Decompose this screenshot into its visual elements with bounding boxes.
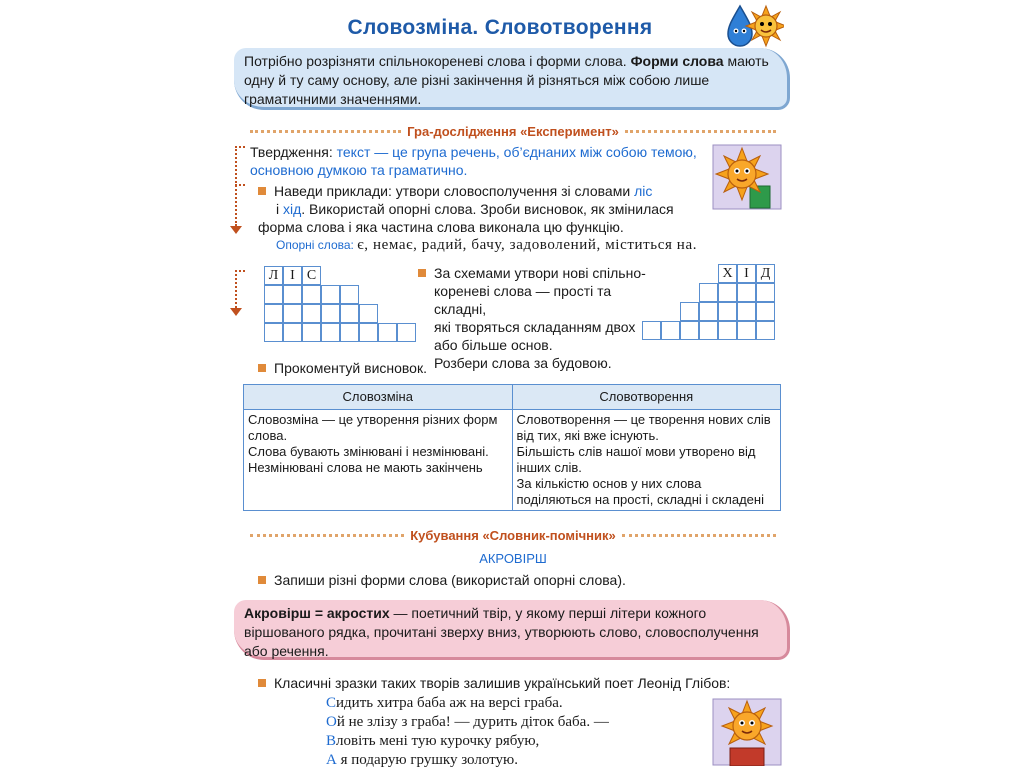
task-examples bbox=[258, 182, 708, 236]
poem-line bbox=[326, 732, 609, 751]
task-forms-text: Запиши різні форми слова (використай опорні слова). bbox=[274, 572, 626, 588]
definition-box bbox=[234, 600, 790, 660]
task-schemes-line-2: кореневі слова — прості та складні, bbox=[434, 283, 612, 317]
grid-cell: І bbox=[283, 266, 302, 285]
grid-cell bbox=[359, 323, 378, 342]
task-examples-text-3: . Використай опорні слова. Зроби висновок, як змінилася форма слова і яка частина слова виконала цю функцію. bbox=[258, 201, 674, 235]
grid-cell bbox=[661, 321, 680, 340]
section-experiment-heading bbox=[244, 122, 782, 140]
reference-words-list: є, немає, радий, бачу, задоволений, міститься на. bbox=[357, 237, 698, 253]
poem-line bbox=[326, 751, 609, 768]
grid-cell: Д bbox=[756, 264, 775, 283]
table-cell-text: Слова бувають змінювані і незмінювані. bbox=[248, 444, 489, 459]
grid-cell bbox=[718, 321, 737, 340]
acrostic-poem bbox=[326, 694, 609, 768]
table-cell-text: Словотворення — це творення нових слів від тих, які вже існують. bbox=[516, 412, 771, 443]
grid-cell bbox=[302, 304, 321, 323]
grid-cell bbox=[340, 304, 359, 323]
grid-cell bbox=[264, 304, 283, 323]
poem-line-text: я подарую грушку золотую. bbox=[336, 752, 518, 768]
section-experiment-title: Гра-дослідження «Експеримент» bbox=[407, 123, 619, 139]
grid-cell bbox=[378, 323, 397, 342]
task-schemes-line-5: Розбери слова за будовою. bbox=[434, 355, 612, 371]
poem-line-text: ловіть мені тую курочку рябую, bbox=[336, 733, 540, 749]
grid-cell bbox=[283, 323, 302, 342]
definition-text: — поетичний твір, у якому перші літери кожного віршованого рядка, прочитані зверху вниз, утворюють слово, словосполучення або речення. bbox=[244, 605, 759, 659]
table-header: Словотворення bbox=[512, 385, 781, 410]
sun-mascot-reading-icon bbox=[712, 698, 782, 766]
word-scheme-grid-right bbox=[642, 264, 782, 344]
task-comment-text: Прокоментуй висновок. bbox=[274, 360, 427, 376]
grid-cell bbox=[737, 283, 756, 302]
grid-cell bbox=[302, 285, 321, 304]
task-schemes-line-3: які творяться складанням двох bbox=[434, 319, 636, 335]
mascot-drop-sun-icon bbox=[722, 2, 784, 48]
intro-bold: Форми слова bbox=[630, 53, 724, 69]
grid-cell bbox=[737, 321, 756, 340]
grid-cell: Л bbox=[264, 266, 283, 285]
poem-line-text: идить хитра баба аж на версі граба. bbox=[336, 695, 563, 711]
grid-cell bbox=[321, 323, 340, 342]
grid-cell bbox=[699, 302, 718, 321]
grid-cell: І bbox=[737, 264, 756, 283]
section-dictionary-title: Кубування «Словник-помічник» bbox=[410, 527, 616, 543]
grid-cell bbox=[340, 323, 359, 342]
grid-cell bbox=[359, 304, 378, 323]
grid-cell bbox=[283, 285, 302, 304]
intro-text-1: Потрібно розрізняти спільнокореневі слова і форми слова. bbox=[244, 53, 631, 69]
table-cell-text: За кількістю основ у них слова поділяються на прості, складні і складені bbox=[516, 476, 764, 507]
comparison-table bbox=[243, 384, 781, 511]
poem-line-text: й не злізу з граба! — дурить діток баба. — bbox=[336, 714, 609, 730]
acrostic-label: АКРОВІРШ bbox=[479, 551, 547, 566]
table-row bbox=[244, 410, 781, 511]
grid-cell bbox=[699, 321, 718, 340]
table-header-row bbox=[244, 385, 781, 410]
table-cell bbox=[244, 410, 513, 511]
grid-cell bbox=[680, 302, 699, 321]
grid-cell bbox=[756, 321, 775, 340]
task-examples-text-2: і bbox=[276, 201, 283, 217]
poem-line bbox=[326, 713, 609, 732]
intro-rule-box bbox=[234, 48, 790, 110]
task-classic bbox=[258, 674, 730, 692]
grid-cell bbox=[264, 323, 283, 342]
grid-cell bbox=[756, 302, 775, 321]
poem-first-letter: О bbox=[326, 714, 337, 730]
bullet-icon bbox=[258, 679, 266, 687]
table-cell-text: Більшість слів нашої мови утворено від інших слів. bbox=[516, 444, 756, 475]
bullet-icon bbox=[258, 187, 266, 195]
sun-mascot-picture-icon bbox=[712, 144, 782, 210]
definition-term: Акровірш = акростих bbox=[244, 605, 390, 621]
statement-label: Твердження: bbox=[250, 144, 337, 160]
grid-cell bbox=[397, 323, 416, 342]
grid-cell bbox=[321, 304, 340, 323]
bullet-icon bbox=[258, 576, 266, 584]
grid-cell bbox=[756, 283, 775, 302]
table-header: Словозміна bbox=[244, 385, 513, 410]
task-schemes-line-4: або більше основ. bbox=[434, 337, 553, 353]
word-khid: хід bbox=[283, 201, 302, 217]
poem-first-letter: С bbox=[326, 695, 337, 711]
statement-text: текст — це група речень, об’єднаних між собою темою, основною думкою та граматично. bbox=[250, 144, 697, 178]
grid-cell bbox=[718, 302, 737, 321]
page-title: Словозміна. Словотворення bbox=[347, 16, 653, 39]
grid-cell bbox=[264, 285, 283, 304]
grid-cell bbox=[718, 283, 737, 302]
grid-cell bbox=[680, 321, 699, 340]
grid-cell: Х bbox=[718, 264, 737, 283]
poem-first-letter: В bbox=[326, 733, 337, 749]
grid-cell bbox=[302, 323, 321, 342]
table-cell bbox=[512, 410, 781, 511]
table-cell-text: Словозміна — це утворення різних форм слова. bbox=[248, 412, 498, 443]
grid-cell bbox=[699, 283, 718, 302]
grid-cell: С bbox=[302, 266, 321, 285]
word-scheme-grid-left bbox=[264, 266, 424, 346]
poem-first-letter: А bbox=[326, 752, 337, 768]
section-dictionary-heading bbox=[244, 526, 782, 544]
intro-text-2: мають одну й ту саму основу, але різні закінчення й різняться між собою лише граматичними значеннями. bbox=[244, 53, 769, 107]
grid-cell bbox=[737, 302, 756, 321]
grid-cell bbox=[340, 285, 359, 304]
grid-cell bbox=[283, 304, 302, 323]
flow-arrow-icon bbox=[230, 146, 242, 236]
task-schemes bbox=[418, 264, 648, 372]
flow-arrow-icon bbox=[230, 270, 242, 318]
reference-words-label: Опорні слова: bbox=[276, 238, 358, 252]
bullet-icon bbox=[418, 269, 426, 277]
task-examples-text-1: Наведи приклади: утвори словосполучення зі словами bbox=[274, 183, 635, 199]
task-comment bbox=[258, 359, 427, 377]
task-schemes-line-1: За схемами утвори нові спільно- bbox=[434, 265, 646, 281]
word-lis: ліс bbox=[634, 183, 653, 199]
table-cell-text: Незмінювані слова не мають закінчень bbox=[248, 460, 483, 475]
task-forms bbox=[258, 571, 626, 589]
grid-cell bbox=[321, 285, 340, 304]
poem-line bbox=[326, 694, 609, 713]
bullet-icon bbox=[258, 364, 266, 372]
statement bbox=[250, 143, 704, 179]
reference-words bbox=[276, 235, 786, 254]
task-classic-text: Класичні зразки таких творів залишив український поет Леонід Глібов: bbox=[274, 675, 731, 691]
